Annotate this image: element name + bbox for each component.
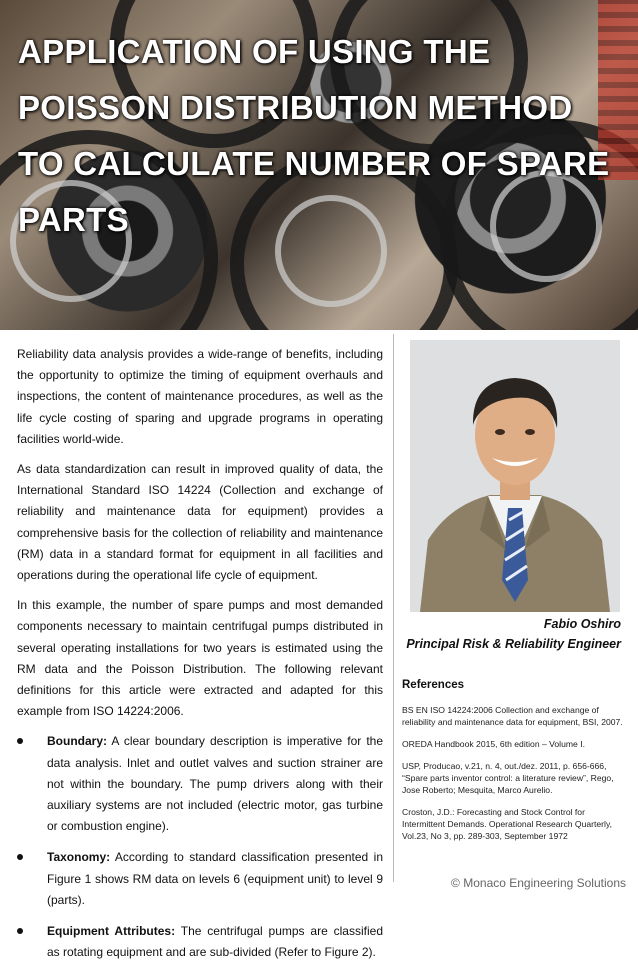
- reference-item: OREDA Handbook 2015, 6th edition – Volume I.: [402, 739, 585, 749]
- paragraph: As data standardization can result in improved quality of data, the International Standard ISO 14224 (Collection and exchange of reliability and maintenance data for equipment) provides a comprehensive basis for the collection of reliability and maintenance (RM) data in a standard format for equipment in all facilities and operations during the operational life cycle of equipment.: [17, 462, 383, 583]
- list-item: [17, 731, 383, 837]
- page-title: APPLICATION OF USING THE POISSON DISTRIBUTION METHOD TO CALCULATE NUMBER OF SPARE PARTS: [18, 33, 610, 238]
- hero-banner: [0, 0, 638, 330]
- bullet-icon: [17, 928, 23, 934]
- reference-item: BS EN ISO 14224:2006 Collection and exchange of reliability and maintenance data for equipment, BSI, 2007.: [402, 705, 623, 727]
- definition-text: The centrifugal pumps are classified as rotating equipment and are sub-divided (Refer to Figure 2).: [47, 924, 383, 960]
- paragraph: Reliability data analysis provides a wide-range of benefits, including the opportunity to optimize the timing of equipment overhauls and inspections, the content of maintenance procedures, as well as the life cycle costing of sparing and upgrade programs in operating facilities world-wide.: [17, 347, 383, 446]
- author-name: Fabio Oshiro: [543, 617, 621, 631]
- author-role: Principal Risk & Reliability Engineer: [406, 637, 621, 651]
- definition-term: Boundary:: [47, 734, 107, 749]
- definition-text: According to standard classification presented in Figure 1 shows RM data on levels 6 (equipment unit) to level 9 (parts).: [47, 850, 383, 907]
- reference-item: USP, Producao, v.21, n. 4, out./dez. 2011, p. 656-666, “Spare parts inventor control: a literature review”, Rego, Jose Roberto; Mesquita, Marco Aurelio.: [402, 761, 614, 795]
- definition-term: Equipment Attributes:: [47, 924, 176, 939]
- definition-list: [17, 731, 383, 963]
- article-body: [17, 344, 383, 973]
- column-divider: [393, 334, 394, 882]
- copyright-notice: © Monaco Engineering Solutions: [451, 876, 626, 890]
- bullet-icon: [17, 738, 23, 744]
- paragraph: In this example, the number of spare pumps and most demanded components necessary to maintain centrifugal pumps distributed in several operating installations for two years is estimated using the RM data and the Poisson Distribution. The following relevant definitions for this article were extracted and adapted for this example from ISO 14224:2006.: [17, 598, 383, 719]
- references-section: [402, 679, 624, 852]
- references-heading: References: [402, 679, 465, 691]
- bullet-icon: [17, 854, 23, 860]
- definition-term: Taxonomy:: [47, 850, 111, 865]
- definition-text: A clear boundary description is imperative for the data analysis. Inlet and outlet valves and suction strainer are not within the boundary. The pump drivers along with their auxiliary systems are not included (electric motor, gas turbine or combustion engine).: [47, 734, 383, 834]
- author-photo: [410, 340, 620, 612]
- reference-item: Croston, J.D.: Forecasting and Stock Control for Intermittent Demands. Operational Research Quarterly, Vol.23, No 3, pp. 289-303, September 1972: [402, 807, 613, 841]
- author-credit: [400, 614, 621, 654]
- list-item: [17, 921, 383, 963]
